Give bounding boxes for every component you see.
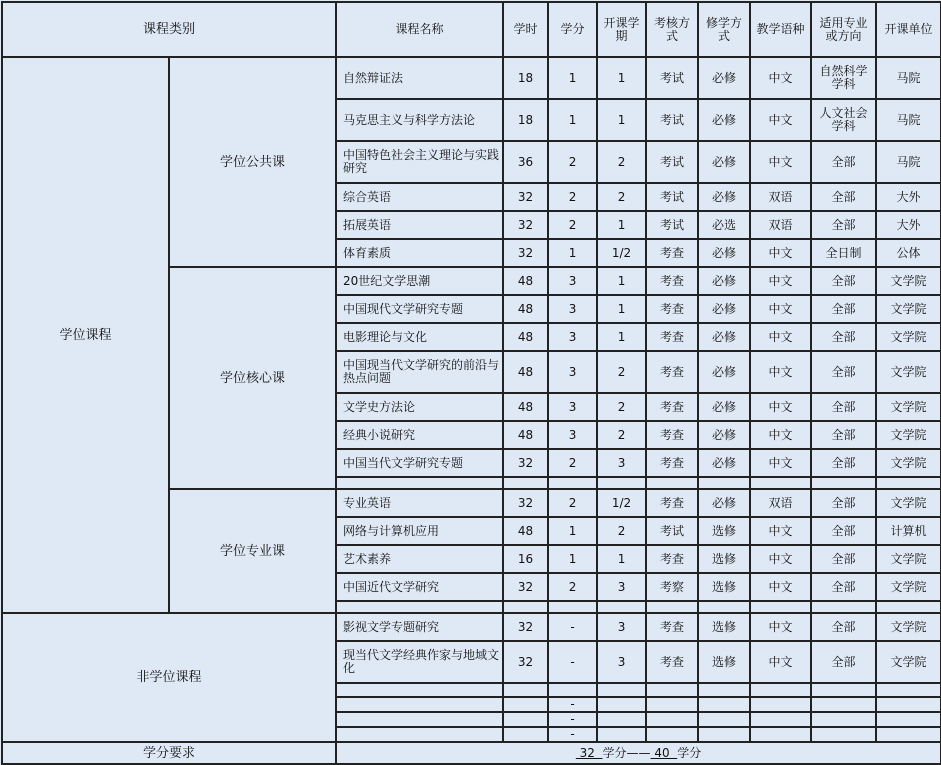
cell-credits: - xyxy=(548,641,597,683)
empty-cell-name xyxy=(336,477,503,489)
empty-cell-semester xyxy=(597,727,646,742)
cell-hours: 16 xyxy=(503,545,548,573)
cell-name: 中国现代文学研究专题 xyxy=(336,295,503,323)
empty-cell-name xyxy=(336,601,503,613)
empty-cell-credits xyxy=(548,601,597,613)
cell-language: 中文 xyxy=(750,239,811,267)
table-row xyxy=(2,613,941,641)
cell-credits: 1 xyxy=(548,517,597,545)
cell-semester: 3 xyxy=(597,613,646,641)
cell-credits: 3 xyxy=(548,295,597,323)
cell-exam: 考查 xyxy=(646,641,698,683)
cell-major: 全部 xyxy=(811,393,876,421)
header-unit: 开课单位 xyxy=(876,2,941,57)
empty-cell-hours xyxy=(503,683,548,697)
cell-study: 必修 xyxy=(698,351,750,393)
cell-hours: 32 xyxy=(503,211,548,239)
cell-major: 全部 xyxy=(811,183,876,211)
cell-language: 中文 xyxy=(750,449,811,477)
header-major: 适用专业或方向 xyxy=(811,2,876,57)
cell-semester: 1 xyxy=(597,57,646,99)
empty-cell-credits xyxy=(548,477,597,489)
cell-major: 全部 xyxy=(811,267,876,295)
empty-cell-study xyxy=(698,683,750,697)
cell-exam: 考查 xyxy=(646,267,698,295)
cell-semester: 1 xyxy=(597,99,646,141)
cell-exam: 考查 xyxy=(646,351,698,393)
empty-cell-language xyxy=(750,712,811,727)
cell-study: 必修 xyxy=(698,393,750,421)
cell-unit: 公体 xyxy=(876,239,941,267)
cell-major: 全部 xyxy=(811,489,876,517)
cell-language: 中文 xyxy=(750,641,811,683)
empty-cell-major xyxy=(811,727,876,742)
empty-cell-study xyxy=(698,601,750,613)
credits-unit-2: 学分 xyxy=(677,745,702,760)
table-row xyxy=(2,57,941,99)
cell-name: 拓展英语 xyxy=(336,211,503,239)
cell-semester: 1/2 xyxy=(597,489,646,517)
credit-requirement-label: 学分要求 xyxy=(2,742,336,764)
cell-unit: 马院 xyxy=(876,141,941,183)
empty-cell-language xyxy=(750,477,811,489)
cell-unit: 文学院 xyxy=(876,641,941,683)
empty-cell-credits: - xyxy=(548,697,597,712)
cell-exam: 考查 xyxy=(646,393,698,421)
empty-cell-exam xyxy=(646,683,698,697)
cell-hours: 36 xyxy=(503,141,548,183)
cell-semester: 2 xyxy=(597,183,646,211)
cell-language: 中文 xyxy=(750,57,811,99)
cell-study: 选修 xyxy=(698,573,750,601)
empty-cell-unit xyxy=(876,683,941,697)
cell-language: 中文 xyxy=(750,351,811,393)
cell-unit: 文学院 xyxy=(876,449,941,477)
cell-credits: 1 xyxy=(548,99,597,141)
cell-exam: 考查 xyxy=(646,489,698,517)
cell-credits: 2 xyxy=(548,183,597,211)
cell-name: 中国近代文学研究 xyxy=(336,573,503,601)
cell-language: 中文 xyxy=(750,545,811,573)
cell-major: 全部 xyxy=(811,351,876,393)
cell-major: 全部 xyxy=(811,421,876,449)
cell-credits: - xyxy=(548,613,597,641)
cell-hours: 48 xyxy=(503,393,548,421)
cell-exam: 考试 xyxy=(646,141,698,183)
cell-unit: 文学院 xyxy=(876,489,941,517)
cell-exam: 考试 xyxy=(646,211,698,239)
cell-credits: 2 xyxy=(548,141,597,183)
empty-cell-study xyxy=(698,712,750,727)
header-hours: 学时 xyxy=(503,2,548,57)
cell-exam: 考试 xyxy=(646,517,698,545)
cell-study: 选修 xyxy=(698,517,750,545)
cell-name: 自然辩证法 xyxy=(336,57,503,99)
cell-semester: 2 xyxy=(597,141,646,183)
cell-major: 全部 xyxy=(811,573,876,601)
cell-name: 中国当代文学研究专题 xyxy=(336,449,503,477)
cell-exam: 考试 xyxy=(646,183,698,211)
cell-credits: 2 xyxy=(548,211,597,239)
cell-study: 必修 xyxy=(698,267,750,295)
cell-unit: 文学院 xyxy=(876,393,941,421)
header-exam: 考核方式 xyxy=(646,2,698,57)
cell-credits: 3 xyxy=(548,421,597,449)
empty-cell-language xyxy=(750,601,811,613)
cell-semester: 1 xyxy=(597,295,646,323)
cell-language: 双语 xyxy=(750,489,811,517)
cell-hours: 32 xyxy=(503,449,548,477)
cell-major: 全部 xyxy=(811,641,876,683)
cell-major: 全部 xyxy=(811,323,876,351)
cell-semester: 2 xyxy=(597,351,646,393)
empty-cell-unit xyxy=(876,477,941,489)
empty-cell-study xyxy=(698,477,750,489)
cell-credits: 3 xyxy=(548,351,597,393)
cell-exam: 考试 xyxy=(646,99,698,141)
cell-semester: 1 xyxy=(597,545,646,573)
cell-major: 全部 xyxy=(811,613,876,641)
cell-major: 全部 xyxy=(811,517,876,545)
cell-name: 影视文学专题研究 xyxy=(336,613,503,641)
group-core-courses: 学位核心课 xyxy=(169,267,336,489)
cell-study: 必修 xyxy=(698,421,750,449)
cell-major: 全部 xyxy=(811,141,876,183)
cell-name: 中国特色社会主义理论与实践研究 xyxy=(336,141,503,183)
cell-unit: 文学院 xyxy=(876,323,941,351)
cell-exam: 考查 xyxy=(646,323,698,351)
cell-language: 中文 xyxy=(750,295,811,323)
cell-name: 电影理论与文化 xyxy=(336,323,503,351)
empty-cell-exam xyxy=(646,477,698,489)
empty-cell-language xyxy=(750,683,811,697)
credits-unit-1: 学分—— xyxy=(602,745,651,760)
empty-cell-language xyxy=(750,697,811,712)
cell-semester: 2 xyxy=(597,393,646,421)
group-public-courses: 学位公共课 xyxy=(169,57,336,267)
cell-credits: 1 xyxy=(548,545,597,573)
cell-language: 中文 xyxy=(750,421,811,449)
cell-study: 必修 xyxy=(698,183,750,211)
cell-major: 全部 xyxy=(811,545,876,573)
empty-cell-unit xyxy=(876,712,941,727)
cell-study: 必选 xyxy=(698,211,750,239)
empty-cell-exam xyxy=(646,727,698,742)
cell-language: 中文 xyxy=(750,393,811,421)
cell-hours: 18 xyxy=(503,57,548,99)
cell-hours: 48 xyxy=(503,421,548,449)
empty-cell-semester xyxy=(597,601,646,613)
empty-cell-major xyxy=(811,477,876,489)
cell-semester: 3 xyxy=(597,449,646,477)
cell-credits: 2 xyxy=(548,489,597,517)
cell-hours: 48 xyxy=(503,295,548,323)
empty-cell-exam xyxy=(646,601,698,613)
empty-cell-hours xyxy=(503,712,548,727)
cell-name: 网络与计算机应用 xyxy=(336,517,503,545)
cell-study: 必修 xyxy=(698,99,750,141)
cell-semester: 1 xyxy=(597,323,646,351)
cell-hours: 32 xyxy=(503,573,548,601)
cell-unit: 文学院 xyxy=(876,351,941,393)
empty-cell-major xyxy=(811,697,876,712)
empty-cell-major xyxy=(811,601,876,613)
cell-name: 专业英语 xyxy=(336,489,503,517)
cell-hours: 18 xyxy=(503,99,548,141)
cell-major: 全部 xyxy=(811,295,876,323)
cell-unit: 马院 xyxy=(876,99,941,141)
cell-semester: 3 xyxy=(597,641,646,683)
cell-exam: 考查 xyxy=(646,295,698,323)
empty-cell-name xyxy=(336,712,503,727)
cell-credits: 3 xyxy=(548,393,597,421)
cell-hours: 32 xyxy=(503,239,548,267)
credits-max: 40 xyxy=(650,745,678,760)
cell-major: 自然科学学科 xyxy=(811,57,876,99)
cell-exam: 考查 xyxy=(646,613,698,641)
cell-hours: 32 xyxy=(503,489,548,517)
cell-study: 选修 xyxy=(698,613,750,641)
cell-exam: 考察 xyxy=(646,573,698,601)
cell-study: 必修 xyxy=(698,489,750,517)
empty-cell-semester xyxy=(597,697,646,712)
cell-language: 中文 xyxy=(750,141,811,183)
cell-name: 经典小说研究 xyxy=(336,421,503,449)
empty-cell-hours xyxy=(503,727,548,742)
cell-major: 全部 xyxy=(811,449,876,477)
cell-hours: 48 xyxy=(503,351,548,393)
table-body xyxy=(2,2,941,764)
empty-cell-unit xyxy=(876,601,941,613)
cell-study: 选修 xyxy=(698,545,750,573)
cell-exam: 考查 xyxy=(646,421,698,449)
cell-unit: 文学院 xyxy=(876,421,941,449)
cell-study: 必修 xyxy=(698,449,750,477)
group-degree-courses: 学位课程 xyxy=(2,57,169,613)
cell-language: 双语 xyxy=(750,211,811,239)
cell-major: 全日制 xyxy=(811,239,876,267)
cell-language: 中文 xyxy=(750,573,811,601)
cell-unit: 计算机 xyxy=(876,517,941,545)
header-language: 教学语种 xyxy=(750,2,811,57)
cell-language: 中文 xyxy=(750,267,811,295)
header-semester: 开课学期 xyxy=(597,2,646,57)
cell-major: 全部 xyxy=(811,211,876,239)
cell-unit: 文学院 xyxy=(876,267,941,295)
cell-language: 双语 xyxy=(750,183,811,211)
cell-credits: 2 xyxy=(548,449,597,477)
cell-hours: 32 xyxy=(503,641,548,683)
cell-name: 中国现当代文学研究的前沿与热点问题 xyxy=(336,351,503,393)
cell-name: 体育素质 xyxy=(336,239,503,267)
empty-cell-credits: - xyxy=(548,727,597,742)
empty-cell-exam xyxy=(646,712,698,727)
cell-exam: 考试 xyxy=(646,57,698,99)
cell-hours: 48 xyxy=(503,517,548,545)
cell-name: 20世纪文学思潮 xyxy=(336,267,503,295)
empty-cell-semester xyxy=(597,477,646,489)
empty-cell-credits xyxy=(548,683,597,697)
cell-name: 马克思主义与科学方法论 xyxy=(336,99,503,141)
credits-min: 32 xyxy=(575,745,603,760)
cell-semester: 3 xyxy=(597,573,646,601)
cell-study: 必修 xyxy=(698,57,750,99)
cell-study: 必修 xyxy=(698,239,750,267)
empty-cell-name xyxy=(336,697,503,712)
cell-hours: 32 xyxy=(503,613,548,641)
cell-unit: 文学院 xyxy=(876,573,941,601)
cell-name: 现当代文学经典作家与地域文化 xyxy=(336,641,503,683)
empty-cell-semester xyxy=(597,683,646,697)
cell-language: 中文 xyxy=(750,517,811,545)
cell-credits: 3 xyxy=(548,267,597,295)
empty-cell-credits: - xyxy=(548,712,597,727)
group-special-courses: 学位专业课 xyxy=(169,489,336,613)
cell-unit: 文学院 xyxy=(876,613,941,641)
cell-exam: 考查 xyxy=(646,239,698,267)
cell-semester: 1/2 xyxy=(597,239,646,267)
empty-cell-major xyxy=(811,683,876,697)
cell-study: 选修 xyxy=(698,641,750,683)
header-study: 修学方式 xyxy=(698,2,750,57)
cell-hours: 32 xyxy=(503,183,548,211)
cell-name: 文学史方法论 xyxy=(336,393,503,421)
cell-study: 必修 xyxy=(698,295,750,323)
cell-language: 中文 xyxy=(750,613,811,641)
credit-requirement-value xyxy=(336,742,941,764)
cell-language: 中文 xyxy=(750,323,811,351)
empty-cell-language xyxy=(750,727,811,742)
empty-cell-name xyxy=(336,727,503,742)
credit-requirement-row xyxy=(2,742,941,764)
cell-name: 艺术素养 xyxy=(336,545,503,573)
cell-semester: 1 xyxy=(597,211,646,239)
empty-cell-hours xyxy=(503,601,548,613)
header-category: 课程类别 xyxy=(2,2,336,57)
cell-unit: 马院 xyxy=(876,57,941,99)
empty-cell-major xyxy=(811,712,876,727)
empty-cell-hours xyxy=(503,697,548,712)
cell-semester: 2 xyxy=(597,517,646,545)
cell-credits: 2 xyxy=(548,573,597,601)
cell-credits: 1 xyxy=(548,239,597,267)
cell-semester: 1 xyxy=(597,267,646,295)
cell-study: 必修 xyxy=(698,141,750,183)
cell-exam: 考查 xyxy=(646,545,698,573)
empty-cell-unit xyxy=(876,697,941,712)
cell-major: 人文社会学科 xyxy=(811,99,876,141)
header-credits: 学分 xyxy=(548,2,597,57)
cell-unit: 大外 xyxy=(876,211,941,239)
cell-credits: 1 xyxy=(548,57,597,99)
cell-exam: 考查 xyxy=(646,449,698,477)
cell-study: 必修 xyxy=(698,323,750,351)
empty-cell-unit xyxy=(876,727,941,742)
empty-cell-study xyxy=(698,727,750,742)
cell-unit: 文学院 xyxy=(876,295,941,323)
empty-cell-semester xyxy=(597,712,646,727)
header-name: 课程名称 xyxy=(336,2,503,57)
cell-hours: 48 xyxy=(503,267,548,295)
cell-semester: 2 xyxy=(597,421,646,449)
empty-cell-exam xyxy=(646,697,698,712)
cell-hours: 48 xyxy=(503,323,548,351)
curriculum-table xyxy=(1,1,941,765)
header-row xyxy=(2,2,941,57)
empty-cell-study xyxy=(698,697,750,712)
cell-language: 中文 xyxy=(750,99,811,141)
cell-unit: 文学院 xyxy=(876,545,941,573)
cell-credits: 3 xyxy=(548,323,597,351)
group-nondegree-courses: 非学位课程 xyxy=(2,613,336,742)
cell-name: 综合英语 xyxy=(336,183,503,211)
empty-cell-hours xyxy=(503,477,548,489)
cell-unit: 大外 xyxy=(876,183,941,211)
empty-cell-name xyxy=(336,683,503,697)
